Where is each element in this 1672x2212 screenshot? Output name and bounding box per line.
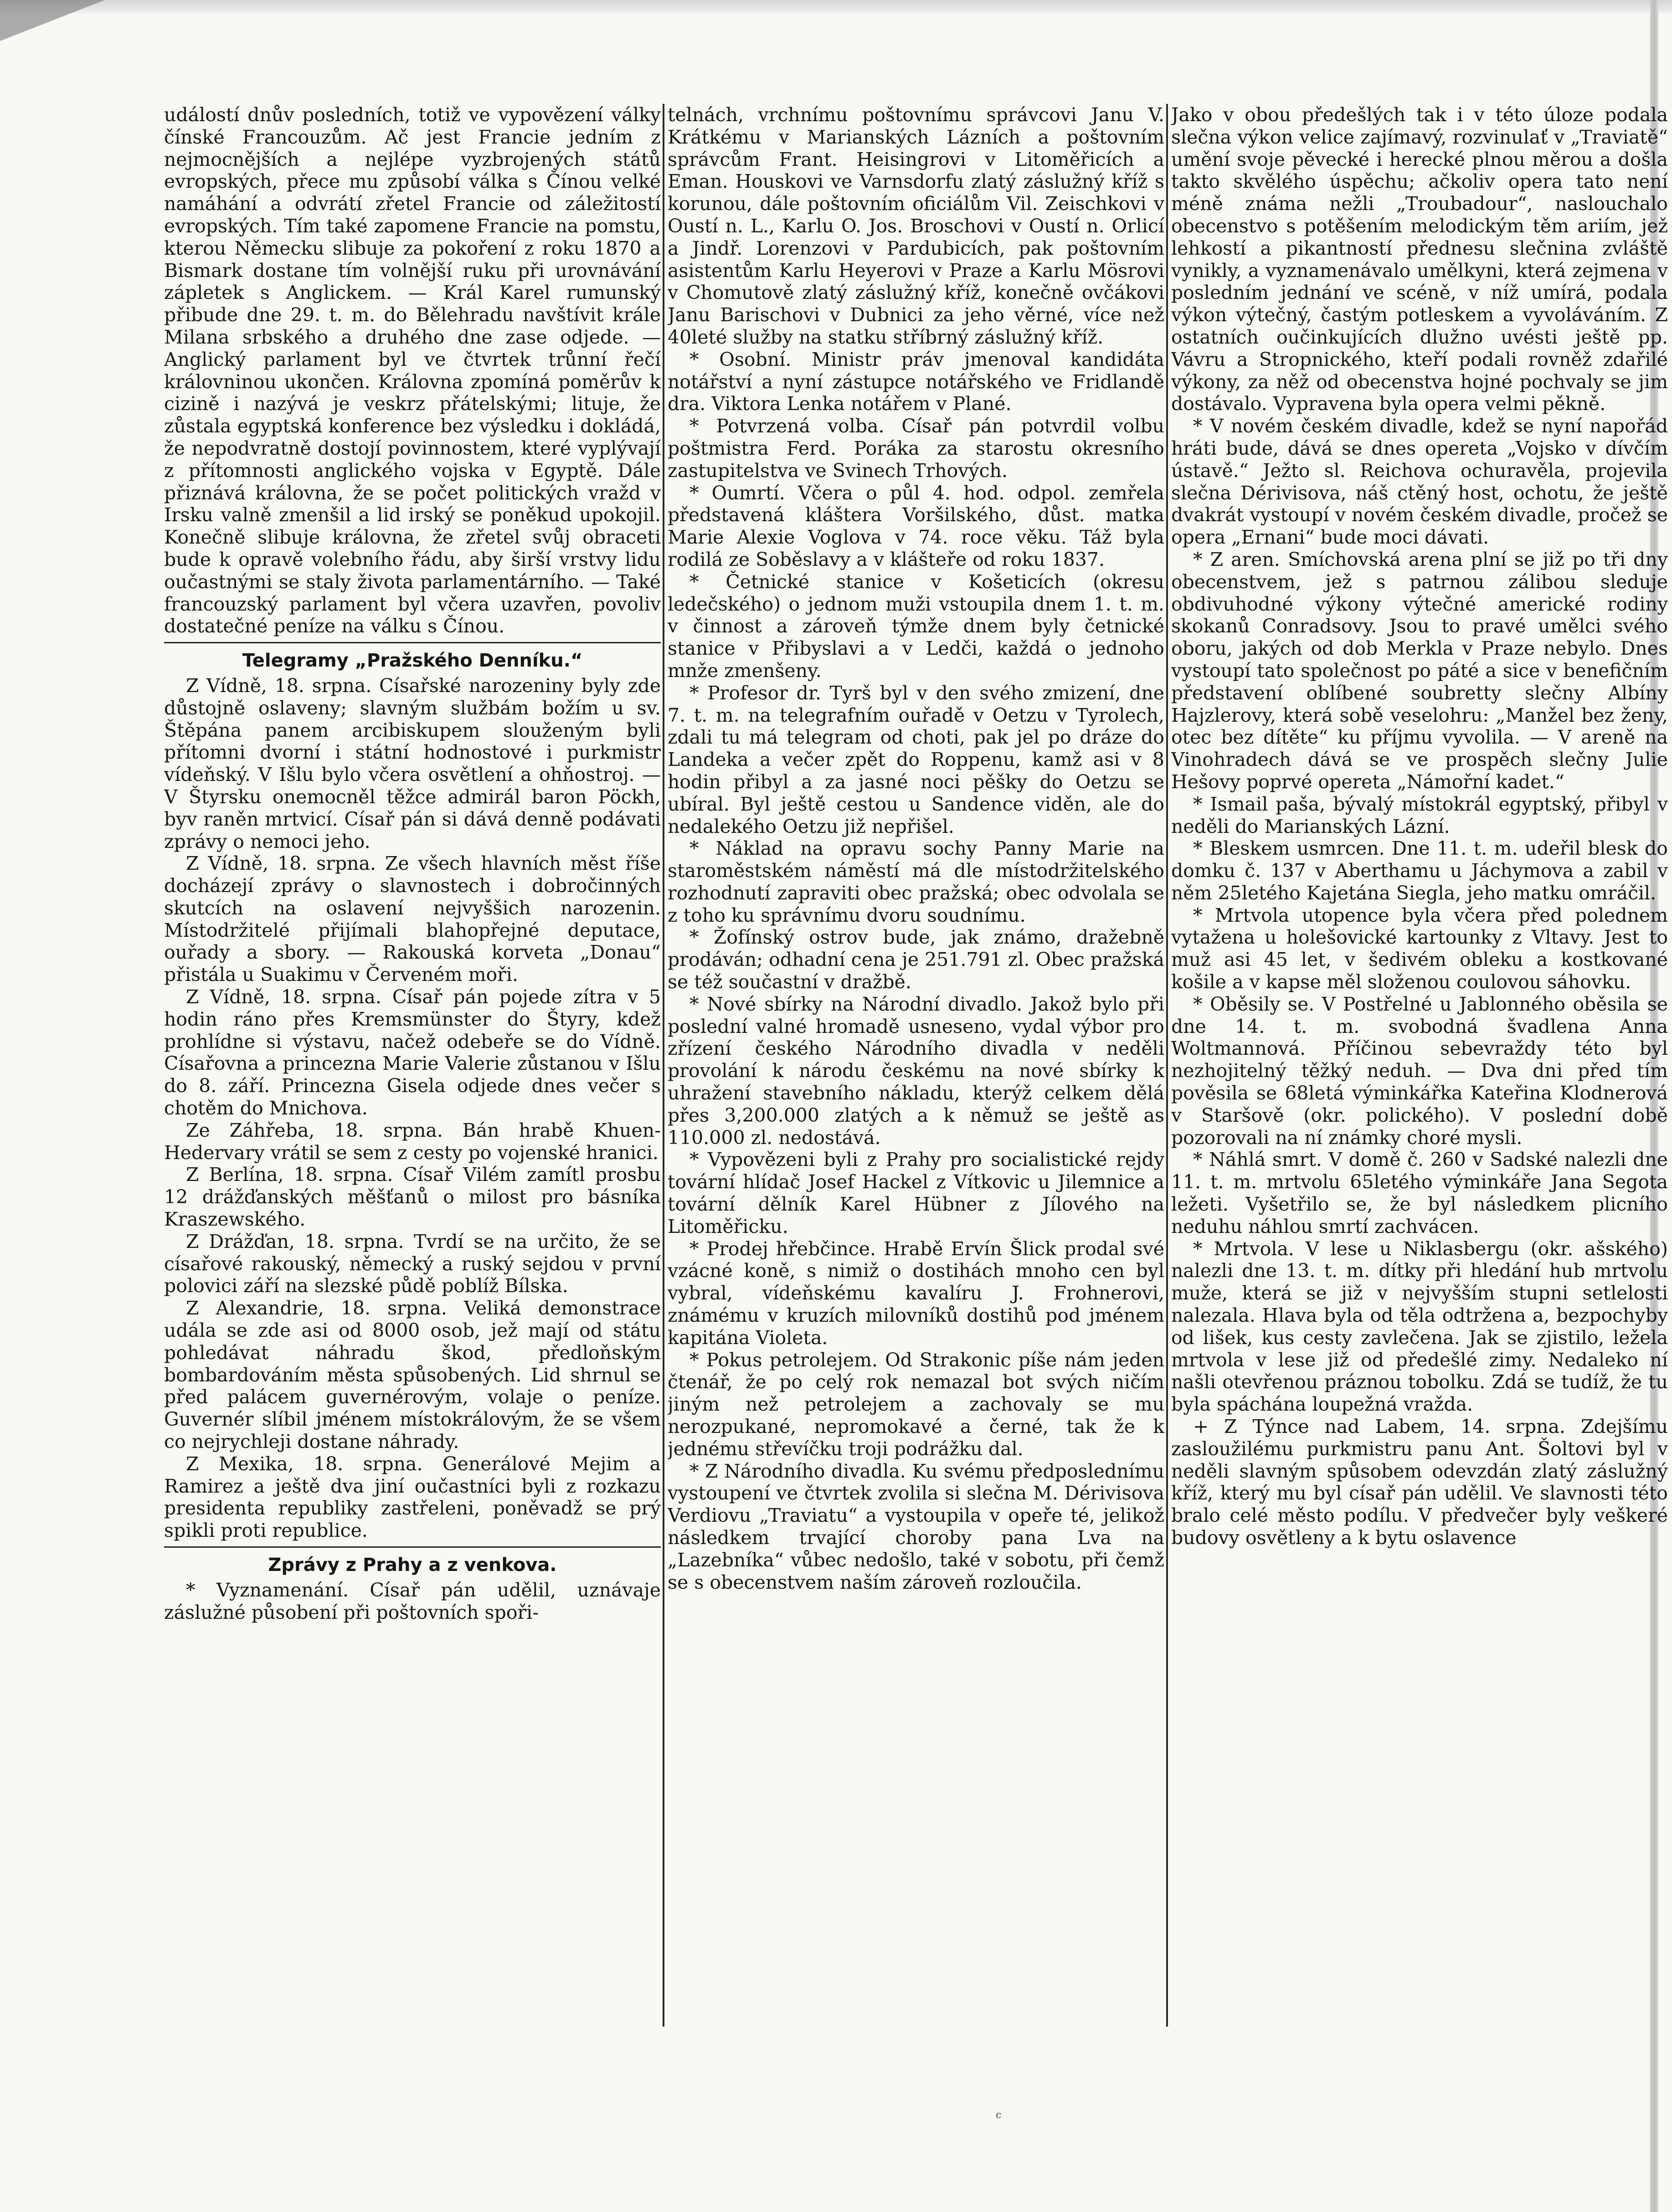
news-item: * Bleskem usmrcen. Dne 11. t. m. udeřil blesk do domku č. 137 v Aberthamu u Jáchymova a zabil v něm 25letého Kajetána Siegla, jeho matku omráčil. (1171, 837, 1668, 904)
telegram-item: Z Vídně, 18. srpna. Císařské narozeniny byly zde důstojně oslaveny; slavným službám božím u sv. Štěpána panem arcibiskupem slouženým byli přítomni dvorní i státní hodnostové i purkmistr vídeňský. V Išlu bylo včera osvětlení a ohňostroj. — V Štyrsku onemocněl těžce admirál baron Pöckh, byv raněn mrtvicí. Císař pán si dává denně podávati zprávy o nemoci jeho. (164, 674, 661, 852)
column-3 (1171, 104, 1668, 2031)
column-1 (164, 104, 661, 2031)
news-item: * Z Národního divadla. Ku svému předposlednímu vystoupení ve čtvrtek zvolila si slečna M. Dérivisova Verdiovu „Traviatu“ a vystoupila v opeře té, jelikož následkem trvající choroby pana Lva na „Lazebníka“ vůbec nedošlo, také v sobotu, při čemž se s obecenstvem naším zároveň rozloučila. (668, 1460, 1164, 1593)
column-2 (668, 104, 1164, 2031)
news-item: * Vyznamenání. Císař pán udělil, uznávaje záslužné působení při poštovních spoři- (164, 1579, 661, 1623)
news-item: * Potvrzená volba. Císař pán potvrdil volbu poštmistra Ferd. Poráka za starostu okresního zastupitelstva ve Svinech Trhových. (668, 415, 1164, 482)
news-item: * Oběsily se. V Postřelné u Jablonného oběsila se dne 14. t. m. svobodná švadlena Anna Woltmannová. Příčinou sebevraždy této byl nezhojitelný těžký neduh. — Dva dni před tím pověsila se 68letá výminkářka Kateřina Klodnerová v Staršově (okr. polického). V poslední době pozorovali na ní známky choré mysli. (1171, 993, 1668, 1149)
telegram-item: Z Berlína, 18. srpna. Císař Vilém zamítl prosbu 12 drážďanských měšťanů o milost pro básníka Kraszewského. (164, 1164, 661, 1231)
scan-edge-top (0, 0, 1672, 13)
telegram-item: Z Vídně, 18. srpna. Ze všech hlavních měst říše docházejí zprávy o slavnostech i dobročinných skutcích na oslavení nejvyššich narozenin. Místodržitelé přijímali blahopřejné deputace, ouřady a sbory. — Rakouská korveta „Donau“ přistála u Suakimu v Červeném moři. (164, 852, 661, 986)
news-item: * Mrtvola utopence byla včera před polednem vytažena u holešovické kartounky z Vltavy. Jest to muž asi 45 let, v šedivém obleku a kostkované košile a v kapse měl složenou coulovou sáhovku. (1171, 904, 1668, 993)
news-item: * Náhlá smrt. V domě č. 260 v Sadské nalezli dne 11. t. m. mrtvolu 65letého výminkáře Jana Segota ležeti. Vyšetřilo se, že byl následkem plicního neduhu náhlou smrtí zachvácen. (1171, 1149, 1668, 1237)
news-item: Jako v obou předešlých tak i v této úloze podala slečna výkon velice zajímavý, rozvinulať v „Traviatě“ umění svoje pěvecké i herecké plnou měrou a došla takto skvělého úspěchu; ačkoliv opera tato není méně známa nežli „Troubadour“, naslouchalo obecenstvo s potěšením melodickým těm ariím, jež lehkostí a pikantností přednesu slečnina zvláště vynikly, a vyznamenávalo umělkyni, která zejmena v posledním jednání ve scéně, v níž umírá, podala výkon výtečný, častým potleskem a vyvoláváním. Z ostatních oučinkujících dlužno uvésti ještě pp. Vávru a Stropnického, kteří podali rovněž zdařilé výkony, za něž od obecenstva hojné pochvaly se jim dostávalo. Vypravena byla opera velmi pěkně. (1171, 104, 1668, 415)
section-rule (164, 642, 661, 643)
article-politics-continued: událostí dnův posledních, totiž ve vypovězení války čínské Francouzům. Ač jest Francie jedním z nejmocnějších a nejlépe vyzbrojených států evropských, přece mu způsobí válka s Čínou velké namáhání a odvrátí zřetel Francie od záležitostí evropských. Tím také zapomene Francie na pomstu, kterou Německu slibuje za pokoření z roku 1870 a Bismark dostane tím volnější ruku při urovnávání zápletek s Anglickem. — Král Karel rumunský přibude dne 29. t. m. do Bělehradu navštívit krále Milana srbského a druhého dne zase odjede. — Anglický parlament byl ve čtvrtek trůnní řečí královninou ukončen. Královna zpomíná poměrův k cizině i nazývá je veskrz přátelskými; lituje, že zůstala egyptská konference bez výsledku i dokládá, že nepodvratně dostojí povinnostem, které vyplývají z přítomnosti anglického vojska v Egyptě. Dále přiznává královna, že se počet politických vražd v Irsku valně zmenšil a lid irský se poněkud upokojil. Konečně slibuje královna, že zřetel svůj obraceti bude k opravě volebního řádu, aby širší vrstvy lidu oučastnými se staly života parlamentárního. — Také francouzský parlament byl včera uzavřen, povoliv dostatečné peníze na válku s Čínou. (164, 104, 661, 637)
news-item: * Osobní. Ministr práv jmenoval kandidáta notářství a nyní zástupce notářského ve Fridlandě dra. Viktora Lenka notářem v Plané. (668, 348, 1164, 415)
section-heading-telegrams: Telegramy „Pražského Denníku.“ (242, 650, 583, 672)
news-item: * Náklad na opravu sochy Panny Marie na staroměstském náměstí má dle místodržitelského rozhodnutí zapraviti obec pražská; obec odvolala se z toho ku správnímu dvoru soudnímu. (668, 837, 1164, 926)
section-heading-prague-news: Zprávy z Prahy a z venkova. (268, 1555, 557, 1576)
scan-corner-fold (0, 0, 105, 41)
news-item: * Oumrtí. Včera o půl 4. hod. odpol. zemřela představená kláštera Voršilského, důst. matka Marie Alexie Voglova v 74. roce věku. Táž byla rodilá ze Soběslavy a v klášteře od roku 1837. (668, 482, 1164, 570)
telegram-item: Ze Záhřeba, 18. srpna. Bán hrabě Khuen-Hedervary vrátil se sem z cesty po vojenské hranici. (164, 1119, 661, 1164)
news-item: * Pokus petrolejem. Od Strakonic píše nám jeden čtenář, že po celý rok nemazal bot svých ničím jiným než petrolejem a zachovaly se mu nerozpukané, nepromokavé a černé, tak že k jednému střevíčku troji podrážku dal. (668, 1349, 1164, 1460)
telegram-item: Z Vídně, 18. srpna. Císař pán pojede zítra v 5 hodin ráno přes Kremsmünster do Štyry, kdež prohlídne si výstavu, načež odebeře se do Vídně. Císařovna a princezna Marie Valerie zůstanou v Išlu do 8. září. Princezna Gisela odjede dnes večer s chotěm do Mnichova. (164, 986, 661, 1119)
news-item: * Ismail paša, bývalý místokrál egyptský, přibyl v neděli do Marianských Lázní. (1171, 793, 1668, 837)
page-mark: c (996, 2109, 1002, 2121)
column-divider (663, 104, 664, 2027)
news-item: * Četnické stanice v Košeticích (okresu ledečského) o jednom muži vstoupila dnem 1. t. m. v činnost a zároveň týmže dnem byly četnické stanice v Přibyslavi a v Ledči, každá o jednoho mnže zmenšeny. (668, 570, 1164, 682)
news-item: * Mrtvola. V lese u Niklasbergu (okr. ašského) nalezli dne 13. t. m. dítky při hledání hub mrtvolu muže, která se již v nejvyšším stupni setlelosti nalezala. Hlava byla od těla odtržena a, bezpochyby od lišek, kus cesty zavlečena. Jak se zjistilo, ležela mrtvola v lese již od předešlé zimy. Nedaleko ní našli otevřenou práznou tobolku. Zdá se tudíž, že tu byla spáchána loupežná vražda. (1171, 1237, 1668, 1416)
telegram-item: Z Alexandrie, 18. srpna. Veliká demonstrace udála se zde asi od 8000 osob, jež mají od státu pohledávat náhradu škod, předloňským bombardováním města spůsobených. Lid shrnul se před palácem guvernérovým, volaje o peníze. Guvernér slíbil jménem místokrálovým, že se všem co nejrychleji dostane náhrady. (164, 1297, 661, 1453)
news-item: * Profesor dr. Tyrš byl v den svého zmizení, dne 7. t. m. na telegrafním ouřadě v Oetzu v Tyrolech, zdali tu má telegram od choti, pak jel po dráze do Landeka a večer zpět do Roppenu, kamž asi v 8 hodin přibyl a za jasné noci pěšky do Oetzu se ubíral. Byl ještě cestou u Sandence viděn, ale do nedalekého Oetzu již nepřišel. (668, 682, 1164, 837)
news-item: * Prodej hřebčince. Hrabě Ervín Šlick prodal své vzácné koně, s nimiž o dostihách mnoho cen byl vybral, vídeňskému kavalíru J. Frohnerovi, známému v kruzích milovníků dostihů pod jménem kapitána Violeta. (668, 1237, 1164, 1349)
news-item: * Vypovězeni byli z Prahy pro socialistické rejdy tovární hlídač Josef Hackel z Vítkovic u Jilemnice a tovární dělník Karel Hübner z Jílového na Litoměřicku. (668, 1149, 1164, 1237)
news-item: telnách, vrchnímu poštovnímu správcovi Janu V. Krátkému v Marianských Lázních a poštovním správcům Frant. Heisingrovi v Litoměřicích a Eman. Houskovi ve Varnsdorfu zlatý záslužný kříž s korunou, dále poštovním oficiálům Vil. Zeischkovi v Oustí n. L., Karlu O. Jos. Broschovi v Oustí n. Orlicí a Jindř. Lorenzovi v Pardubicích, pak poštovním asistentům Karlu Heyerovi v Praze a Karlu Mösrovi v Chomutově zlatý záslužný kříž, konečně ovčákovi Janu Barischovi v Dubnici za jeho věrné, více než 40leté služby na statku stříbrný záslužný kříž. (668, 104, 1164, 348)
column-divider (1166, 104, 1168, 2027)
news-item: * V novém českém divadle, kdež se nyní napořád hráti bude, dává se dnes opereta „Vojsko v dívčím ústavě.“ Ježto sl. Reichova ochuravěla, projevila slečna Dérivisova, náš ctěný host, ochotu, že ještě dvakrát vystoupí v novém českém divadle, pročež se opera „Ernani“ bude moci dávati. (1171, 415, 1668, 549)
news-item: * Nové sbírky na Národní divadlo. Jakož bylo při poslední valné hromadě usneseno, vydal výbor pro zřízení českého Národního divadla v neděli provolání k národu českému na nové sbírky k uhražení stavebního nákladu, kterýž celkem dělá přes 3,200.000 zlatých a k němuž se ještě as 110.000 zl. nedostává. (668, 993, 1164, 1149)
news-item: * Žofínský ostrov bude, jak známo, dražebně prodáván; odhadní cena je 251.791 zl. Obec pražská se též součastní v dražbě. (668, 926, 1164, 993)
telegram-item: Z Mexika, 18. srpna. Generálové Mejim a Ramirez a ještě dva jiní oučastníci byli z rozkazu presidenta republiky zastřeleni, poněvadž se prý spikli proti republice. (164, 1452, 661, 1542)
news-item: + Z Týnce nad Labem, 14. srpna. Zdejšímu zasloužilému purkmistru panu Ant. Šoltovi byl v neděli slavným spůsobem odevzdán zlatý záslužný kříž, který mu byl císař pán udělil. Ve slavnosti této bralo celé město podílu. V předvečer byly veškeré budovy osvětleny a k bytu oslavence (1171, 1416, 1668, 1549)
telegram-item: Z Drážďan, 18. srpna. Tvrdí se na určito, že se císařové rakouský, německý a ruský sejdou v první polovici září na slezské půdě poblíž Bílska. (164, 1230, 661, 1297)
news-item: * Z aren. Smíchovská arena plní se již po tři dny obecenstvem, jež s patrnou zálibou sleduje obdivuhodné výkony výtečné americké rodiny skokanů Conradsovy. Jsou to pravé umělci svého oboru, jakých od dob Merkla v Praze nebylo. Dnes vystoupí tato společnost po páté a sice v benefičním představení oblíbené soubretty slečny Albíny Hajzlerovy, která sobě veselohru: „Manžel bez ženy, otec bez dítěte“ ku příjmu vyvolila. — V areně na Vinohradech dává se ve prospěch slečny Julie Hešovy poprvé opereta „Námořní kadet.“ (1171, 548, 1668, 793)
section-rule (164, 1546, 661, 1548)
